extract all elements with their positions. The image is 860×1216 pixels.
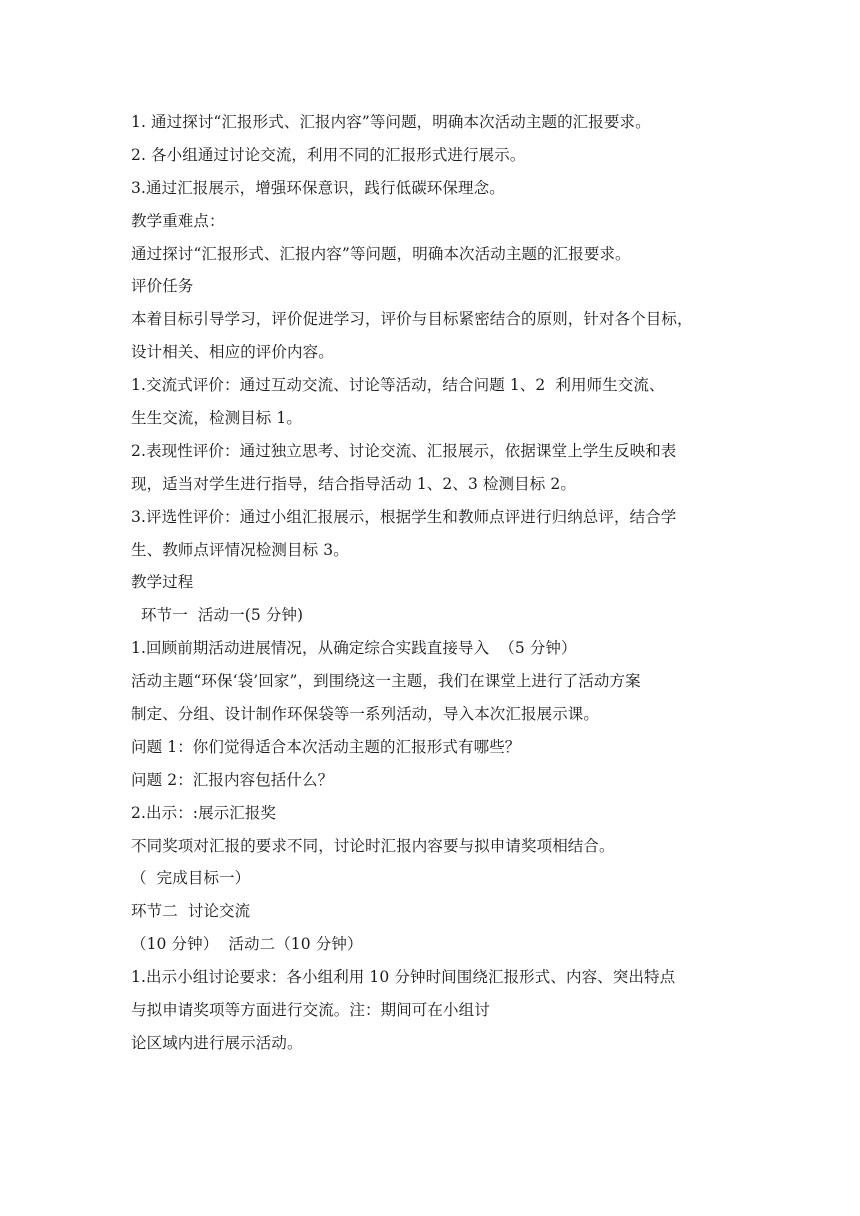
stage-two-heading: 环节二 讨论交流 — [131, 902, 251, 921]
evaluation-item-1-line-2: 生生交流，检测目标 1。 — [131, 409, 302, 428]
question-2: 问题 2：汇报内容包括什么？ — [131, 770, 334, 789]
stage-one-paragraph-line-1: 活动主题“环保‘袋’回家”，到围绕这一主题，我们在课堂上进行了活动方案 — [131, 672, 641, 691]
stage-one-step-1: 1.回顾前期活动进展情况，从确定综合实践直接导入 （5 分钟） — [131, 639, 577, 658]
document-body — [131, 106, 731, 1060]
stage-one-heading: 环节一 活动一(5 分钟) — [131, 606, 304, 625]
goal-complete-note: （ 完成目标一） — [131, 869, 251, 888]
question-1: 问题 1：你们觉得适合本次活动主题的汇报形式有哪些？ — [131, 737, 521, 756]
evaluation-item-3-line-2: 生、教师点评情况检测目标 3。 — [131, 540, 349, 559]
award-note: 不同奖项对汇报的要求不同，讨论时汇报内容要与拟申请奖项相结合。 — [131, 836, 615, 855]
goal-line-2: 2. 各小组通过讨论交流，利用不同的汇报形式进行展示。 — [131, 145, 526, 164]
stage-two-step-1-line-2: 与拟申请奖项等方面进行交流。注：期间可在小组讨 — [131, 1001, 490, 1020]
stage-two-timing: （10 分钟） 活动二（10 分钟） — [131, 935, 363, 954]
key-points-text: 通过探讨“汇报形式、汇报内容”等问题，明确本次活动主题的汇报要求。 — [131, 244, 631, 263]
evaluation-item-2-line-1: 2.表现性评价：通过独立思考、讨论交流、汇报展示，依据课堂上学生反映和表 — [131, 441, 677, 460]
section-heading-key-points: 教学重难点： — [131, 211, 225, 230]
evaluation-intro-line-1: 本着目标引导学习，评价促进学习，评价与目标紧密结合的原则，针对各个目标， — [131, 310, 693, 329]
section-heading-process: 教学过程 — [131, 573, 194, 592]
section-heading-evaluation: 评价任务 — [131, 277, 194, 296]
stage-two-step-1-line-3: 论区域内进行展示活动。 — [131, 1033, 303, 1052]
goal-line-1: 1. 通过探讨“汇报形式、汇报内容”等问题，明确本次活动主题的汇报要求。 — [131, 113, 651, 131]
evaluation-intro-line-2: 设计相关、相应的评价内容。 — [131, 343, 334, 362]
stage-one-paragraph-line-2: 制定、分组、设计制作环保袋等一系列活动，导入本次汇报展示课。 — [131, 705, 600, 724]
evaluation-item-1-line-1: 1.交流式评价：通过互动交流、讨论等活动，结合问题 1、2 利用师生交流、 — [131, 376, 665, 395]
evaluation-item-3-line-1: 3.评选性评价：通过小组汇报展示，根据学生和教师点评进行归纳总评，结合学 — [131, 507, 677, 526]
stage-one-step-2: 2.出示：:展示汇报奖 — [131, 803, 277, 822]
stage-two-step-1-line-1: 1.出示小组讨论要求：各小组利用 10 分钟时间围绕汇报形式、内容、突出特点 — [131, 968, 676, 987]
evaluation-item-2-line-2: 现，适当对学生进行指导，结合指导活动 1、2、3 检测目标 2。 — [131, 474, 576, 493]
goal-line-3: 3.通过汇报展示，增强环保意识，践行低碳环保理念。 — [131, 178, 505, 197]
